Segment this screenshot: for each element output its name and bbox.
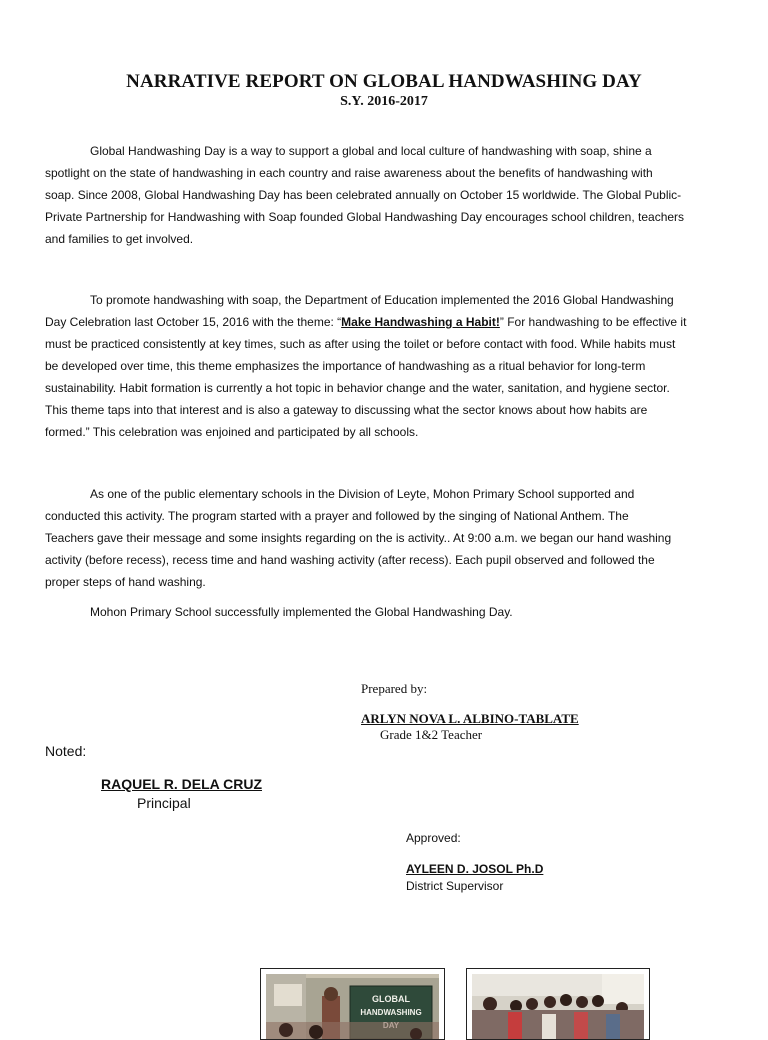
principal-role: Principal (137, 795, 191, 811)
paragraph-line: activity (before recess), recess time and hand washing activity (after recess). Each pupil observed and followed the (45, 553, 655, 567)
paragraph-line: spotlight on the state of handwashing in each country and raise awareness about the benefits of handwashing with (45, 166, 653, 180)
paragraph-intro (45, 140, 725, 250)
noted-label: Noted: (45, 743, 87, 759)
paragraph-line-theme (45, 311, 725, 333)
principal-name: RAQUEL R. DELA CRUZ (101, 776, 262, 792)
photo-1-scene (266, 974, 439, 1039)
photo-1-image (266, 974, 439, 1039)
prepared-by-label: Prepared by: (361, 681, 428, 696)
paragraph-conclusion (45, 601, 725, 623)
paragraph-activity (45, 483, 725, 593)
sign-line-1: GLOBAL (372, 994, 410, 1004)
paragraph-line: formed.” This celebration was enjoined and participated by all schools. (45, 425, 419, 439)
activity-photo-1 (260, 968, 445, 1040)
activity-photo-2 (466, 968, 650, 1040)
approver-name: AYLEEN D. JOSOL Ph.D (406, 862, 544, 876)
report-title: NARRATIVE REPORT ON GLOBAL HANDWASHING DAY (126, 71, 642, 92)
photo-2-scene (472, 974, 644, 1039)
school-year: S.Y. 2016-2017 (340, 94, 428, 109)
preparer-name: ARLYN NOVA L. ALBINO-TABLATE (361, 711, 579, 726)
paragraph-line: sustainability. Habit formation is currently a hot topic in behavior change and the water, sanitation, and hygiene sector. (45, 381, 670, 395)
preparer-role: Grade 1&2 Teacher (380, 727, 483, 742)
approver-role: District Supervisor (406, 879, 504, 893)
paragraph-line: Private Partnership for Handwashing with Soap founded Global Handwashing Day encourages school children, teachers (45, 210, 685, 224)
paragraph-theme (45, 289, 725, 443)
paragraph-line: This theme taps into that interest and is also a gateway to discussing what the sector knows about how habits are (45, 403, 648, 417)
paragraph-line: As one of the public elementary schools in the Division of Leyte, Mohon Primary School supported and (90, 487, 635, 501)
paragraph-line: Global Handwashing Day is a way to support a global and local culture of handwashing with soap, shine a (90, 144, 652, 158)
paragraph-line: soap. Since 2008, Global Handwashing Day has been celebrated annually on October 15 worldwide. The Global Public- (45, 188, 682, 202)
paragraph-line: conducted this activity. The program started with a prayer and followed by the singing of National Anthem. The (45, 509, 629, 523)
paragraph-line: To promote handwashing with soap, the Department of Education implemented the 2016 Global Handwashing (90, 293, 674, 307)
paragraph-line: proper steps of hand washing. (45, 575, 206, 589)
theme-prefix: Day Celebration last October 15, 2016 with the theme: “ (45, 315, 342, 329)
theme-text: Make Handwashing a Habit! (341, 315, 500, 329)
paragraph-line: must be practiced consistently at key times, such as after using the toilet or before contact with food. While habits must (45, 337, 676, 351)
paragraph-line: Teachers gave their message and some insights regarding on the is activity.. At 9:00 a.m. we began our hand washing (45, 531, 672, 545)
approved-label: Approved: (406, 831, 461, 845)
paragraph-line: and families to get involved. (45, 232, 194, 246)
sign-line-2: HANDWASHING (360, 1008, 422, 1017)
photo-2-image (472, 974, 644, 1039)
theme-suffix: ” For handwashing to be effective it (499, 315, 687, 329)
paragraph-line: Mohon Primary School successfully implemented the Global Handwashing Day. (90, 605, 513, 619)
paragraph-line: be developed over time, this theme emphasizes the importance of handwashing as a ritual behavior for long-term (45, 359, 646, 373)
